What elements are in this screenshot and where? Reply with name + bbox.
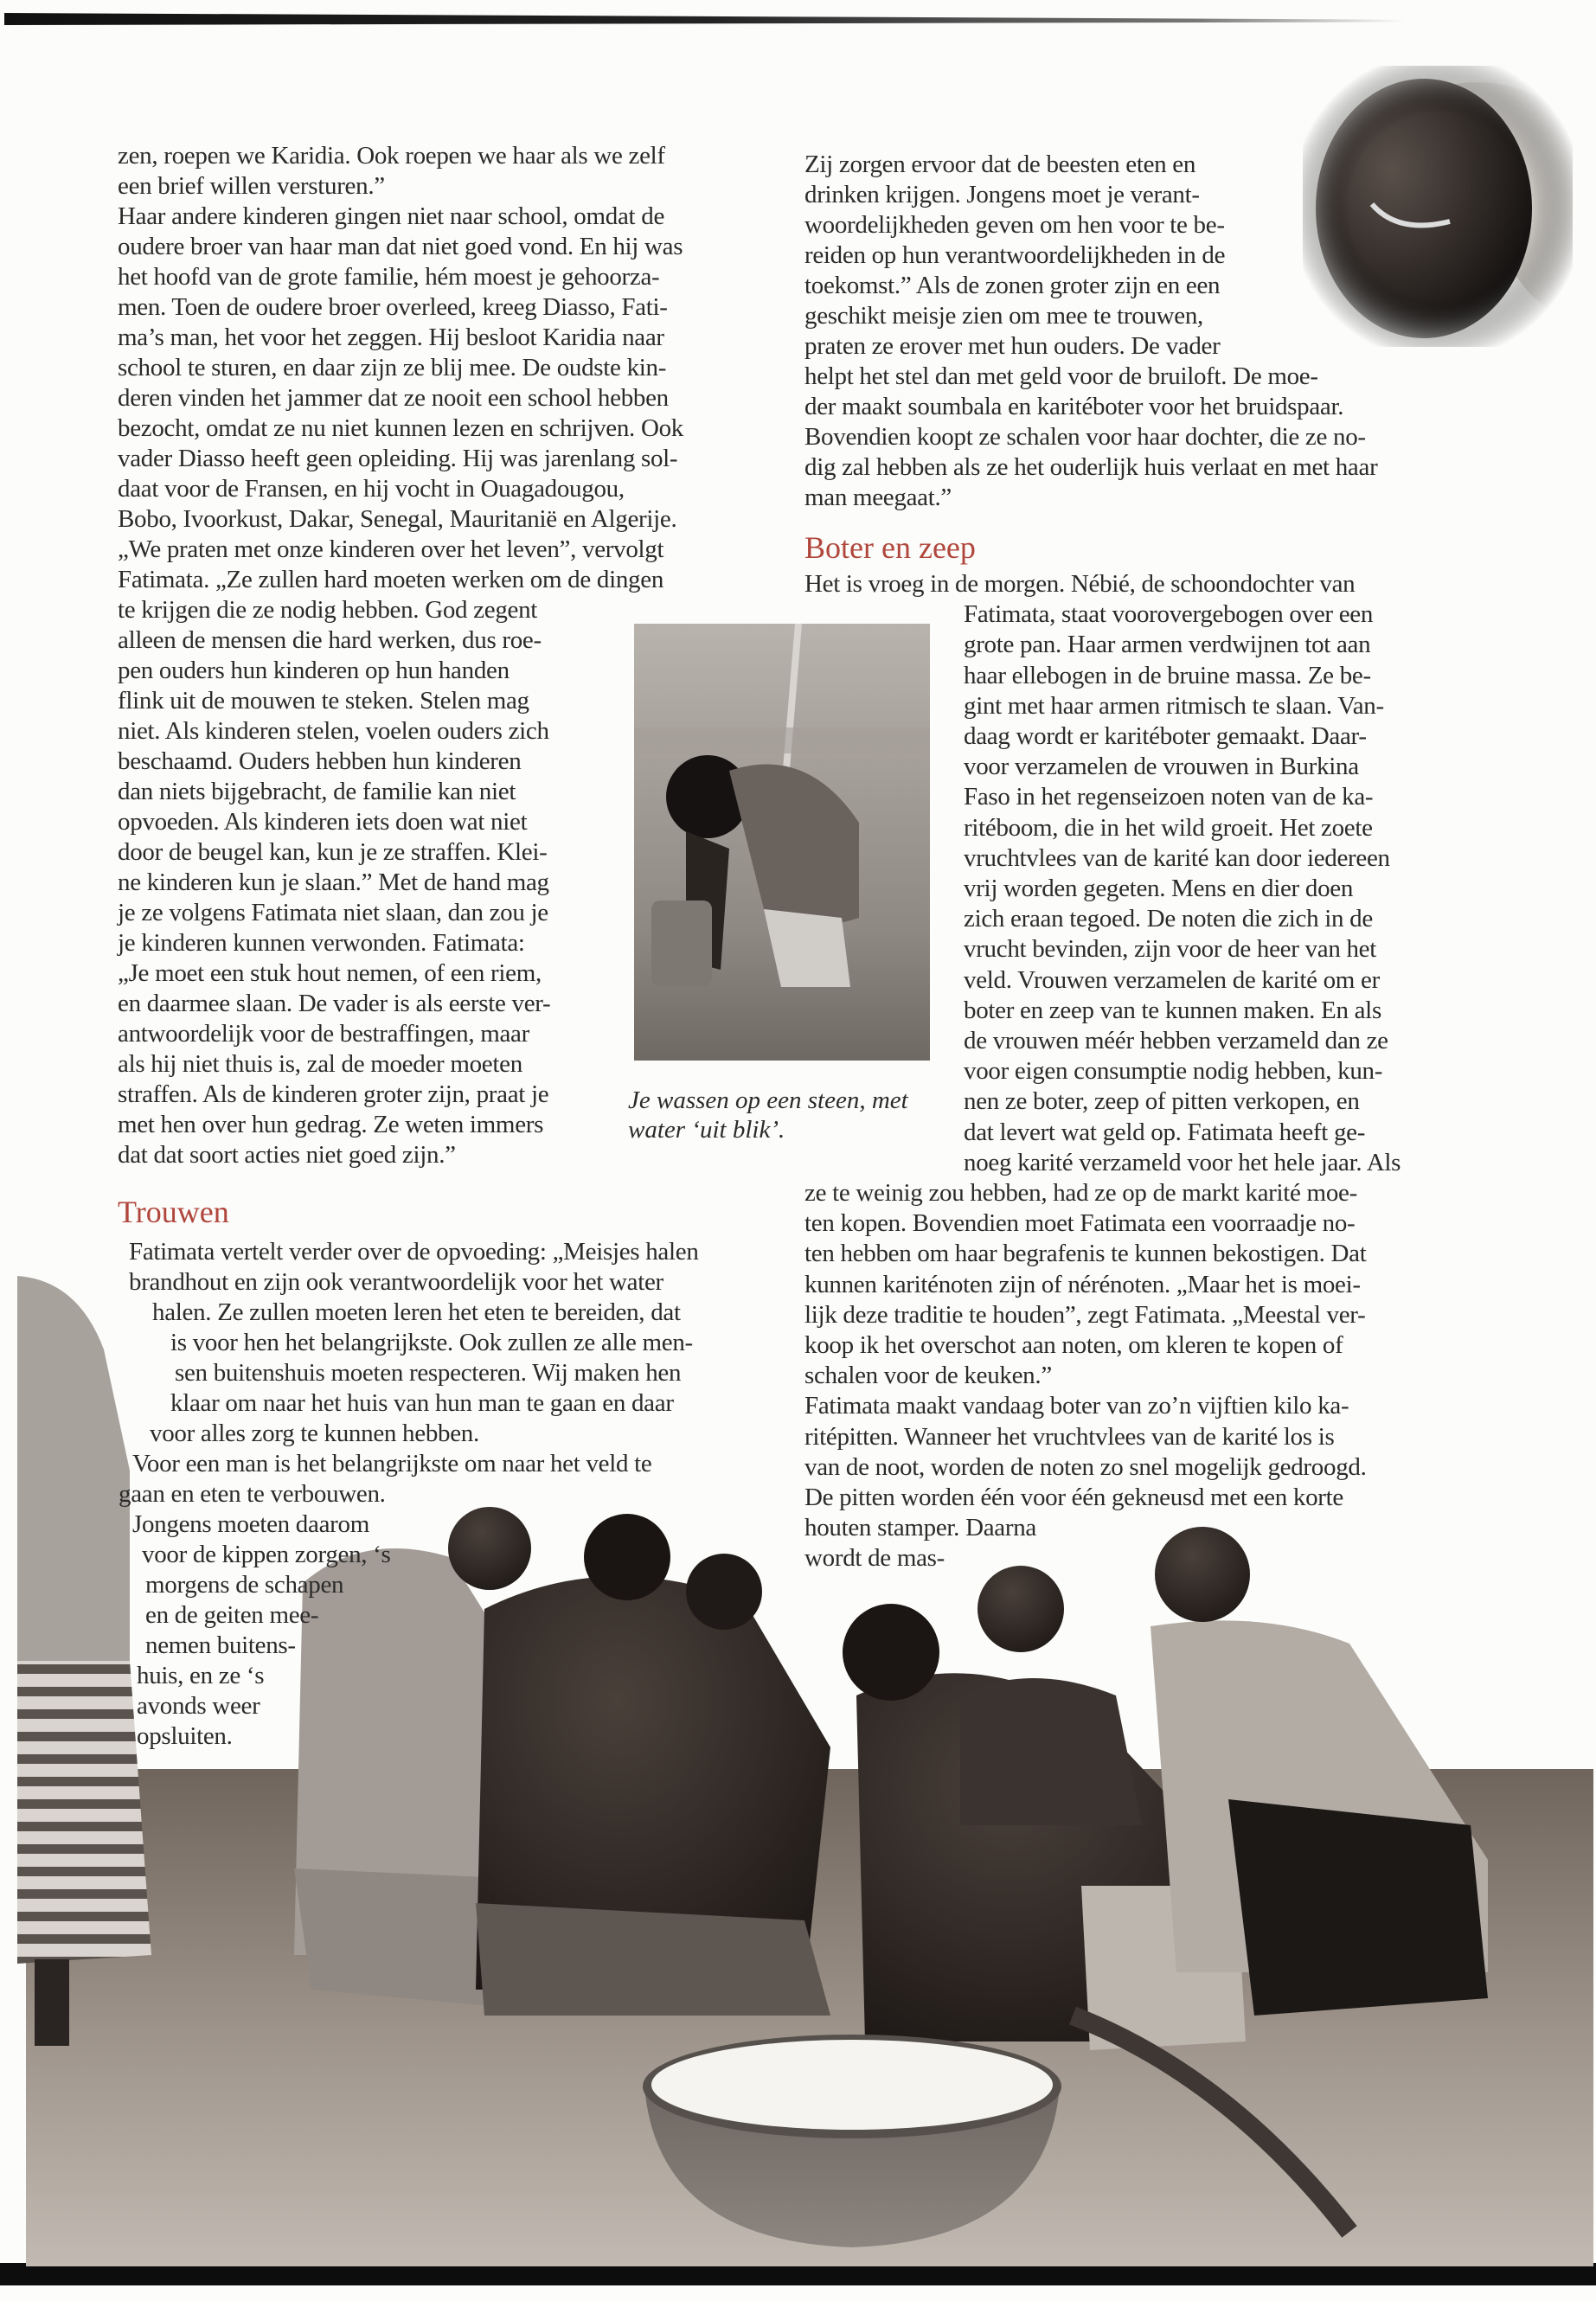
- body-text-line: alleen de mensen die hard werken, dus roe-: [118, 626, 542, 654]
- body-text-line: vrucht bevinden, zijn voor de heer van het: [964, 935, 1377, 963]
- body-text-line: Fatimata, staat voorovergebogen over een: [964, 600, 1374, 628]
- body-text-line: dan niets bijgebracht, de familie kan niet: [118, 778, 516, 805]
- body-text-line: dig zal hebben als ze het ouderlijk huis verlaat en met haar: [804, 453, 1378, 481]
- body-text-line: door de beugel kan, kun je ze straffen. Klei-: [118, 838, 548, 866]
- man-smiling: [960, 1566, 1142, 1825]
- body-text-line: schalen voor de keuken.”: [804, 1362, 1052, 1389]
- body-text-line: wordt de mas-: [804, 1544, 945, 1572]
- body-text-line: houten stamper. Daarna: [804, 1514, 1036, 1541]
- body-text-line: ze te weinig zou hebben, had ze op de markt karité moe-: [804, 1179, 1357, 1207]
- body-text-line: Voor een man is het belangrijkste om naar het veld te: [132, 1450, 652, 1477]
- body-text-line: dat levert wat geld op. Fatimata heeft ge-: [964, 1118, 1366, 1146]
- body-text-line: klaar om naar het huis van hun man te gaan en daar: [170, 1389, 674, 1417]
- body-text-line: opvoeden. Als kinderen iets doen wat niet: [118, 808, 528, 836]
- body-text-line: niet. Als kinderen stelen, voelen ouders zich: [118, 717, 549, 745]
- body-text-line: Zij zorgen ervoor dat de beesten eten en: [804, 151, 1196, 178]
- heading-boter-en-zeep: Boter en zeep: [804, 530, 976, 565]
- body-text-line: gint met haar armen ritmisch te slaan. Van-: [964, 692, 1384, 720]
- body-text-line: ritéboom, die in het wild groeit. Het zoete: [964, 814, 1373, 842]
- body-text-line: De pitten worden één voor één gekneusd met een korte: [804, 1484, 1343, 1511]
- body-text-line: voor verzamelen de vrouwen in Burkina: [964, 753, 1359, 780]
- body-text-line: de vrouwen méér hebben verzameld dan ze: [964, 1027, 1388, 1054]
- body-text-line: ma’s man, het voor het zeggen. Hij besloot Karidia naar: [118, 324, 664, 351]
- body-text-line: vrij worden gegeten. Mens en dier doen: [964, 875, 1354, 902]
- body-text-line: te krijgen die ze nodig hebben. God zegent: [118, 596, 538, 624]
- body-text-line: zen, roepen we Karidia. Ook roepen we haar als we zelf: [118, 142, 665, 170]
- body-text-line: haar ellebogen in de bruine massa. Ze be-: [964, 662, 1371, 689]
- body-text-line: flink uit de mouwen te steken. Stelen mag: [118, 687, 529, 715]
- body-text-line: „We praten met onze kinderen over het leven”, vervolgt: [118, 535, 664, 563]
- body-text-line: pen ouders hun kinderen op hun handen: [118, 657, 510, 684]
- body-text-line: voor eigen consumptie nodig hebben, kun-: [964, 1057, 1383, 1085]
- body-text-line: Fatimata maakt vandaag boter van zo’n vijftien kilo ka-: [804, 1392, 1349, 1420]
- body-text-line: voor alles zorg te kunnen hebben.: [150, 1420, 479, 1447]
- body-text-line: Fatimata vertelt verder over de opvoeding: „Meisjes halen: [129, 1238, 699, 1266]
- body-text-line: Bobo, Ivoorkust, Dakar, Senegal, Mauritanië en Algerije.: [118, 505, 677, 533]
- body-text-line: toekomst.” Als de zonen groter zijn en een: [804, 272, 1221, 299]
- body-text-line: en de geiten mee-: [145, 1601, 319, 1629]
- body-text-line: oudere broer van haar man dat niet goed vond. En hij was: [118, 233, 683, 260]
- body-text-line: opsluiten.: [137, 1722, 233, 1750]
- body-text-line: avonds weer: [137, 1692, 260, 1720]
- body-text-line: noeg karité verzameld voor het hele jaar. Als: [964, 1149, 1401, 1176]
- body-text-line: van de noot, worden de noten zo snel mogelijk gedroogd.: [804, 1453, 1367, 1481]
- body-text-line: voor de kippen zorgen, ‘s: [142, 1541, 391, 1568]
- body-text-line: veld. Vrouwen verzamelen de karité om er: [964, 966, 1380, 994]
- body-text-line: Jongens moeten daarom: [132, 1510, 369, 1538]
- body-text-line: men. Toen de oudere broer overleed, kreeg Diasso, Fati-: [118, 293, 668, 321]
- body-text-line: Fatimata. „Ze zullen hard moeten werken om de dingen: [118, 566, 664, 593]
- body-text-line: vruchtvlees van de karité kan door iedereen: [964, 844, 1390, 872]
- body-text-line: „Je moet een stuk hout nemen, of een riem,: [118, 959, 542, 987]
- body-text-line: Bovendien koopt ze schalen voor haar dochter, die ze no-: [804, 423, 1366, 451]
- body-text-line: boter en zeep van te kunnen maken. En als: [964, 997, 1381, 1024]
- body-text-line: beschaamd. Ouders hebben hun kinderen: [118, 747, 522, 775]
- body-text-line: daag wordt er karitéboter gemaakt. Daar-: [964, 722, 1367, 750]
- body-text-line: je ze volgens Fatimata niet slaan, dan zou je: [118, 899, 548, 926]
- body-text-line: reiden op hun verantwoordelijkheden in de: [804, 241, 1226, 269]
- body-text-line: deren vinden het jammer dat ze nooit een school hebben: [118, 384, 669, 412]
- body-text-line: der maakt soumbala en karitéboter voor het bruidspaar.: [804, 393, 1344, 420]
- body-text-line: dat dat soort acties niet goed zijn.”: [118, 1141, 456, 1169]
- body-text-line: ritépitten. Wanneer het vruchtvlees van de karité los is: [804, 1423, 1335, 1451]
- body-text-line: koop ik het overschot aan noten, om kleren te kopen of: [804, 1331, 1343, 1359]
- body-text-line: huis, en ze ‘s: [137, 1662, 265, 1689]
- man-shirtless: [476, 1514, 830, 2016]
- body-text-line: ne kinderen kun je slaan.” Met de hand mag: [118, 868, 549, 896]
- caption-line: Je wassen op een steen, met: [628, 1086, 908, 1114]
- body-text-line: straffen. Als de kinderen groter zijn, praat je: [118, 1080, 549, 1108]
- body-text-line: ten hebben om haar begrafenis te kunnen bekostigen. Dat: [804, 1240, 1367, 1267]
- body-text-line: Het is vroeg in de morgen. Nébié, de schoondochter van: [804, 570, 1356, 598]
- body-text-line: je kinderen kunnen verwonden. Fatimata:: [118, 929, 525, 957]
- body-text-line: vader Diasso heeft geen opleiding. Hij was jarenlang sol-: [118, 445, 678, 472]
- body-text-line: praten ze erover met hun ouders. De vader: [804, 332, 1221, 360]
- caption-line: water ‘uit blik’.: [628, 1116, 785, 1144]
- body-text-line: kunnen kariténoten zijn of nérénoten. „Maar het is moei-: [804, 1271, 1361, 1298]
- body-text-line: grote pan. Haar armen verdwijnen tot aan: [964, 631, 1371, 658]
- body-text-line: drinken krijgen. Jongens moet je verant-: [804, 181, 1200, 208]
- body-text-line: nen ze boter, zeep of pitten verkopen, en: [964, 1087, 1360, 1115]
- body-text-line: antwoordelijk voor de bestraffingen, maar: [118, 1020, 529, 1048]
- body-text-line: halen. Ze zullen moeten leren het eten te bereiden, dat: [152, 1298, 681, 1326]
- body-text-line: ten kopen. Bovendien moet Fatimata een voorraadje no-: [804, 1209, 1356, 1237]
- body-text-line: Haar andere kinderen gingen niet naar school, omdat de: [118, 202, 665, 230]
- body-text-line: morgens de schapen: [145, 1571, 344, 1599]
- body-text-line: Faso in het regenseizoen noten van de ka-: [964, 783, 1374, 811]
- body-text-line: daat voor de Fransen, en hij vocht in Ouagadougou,: [118, 475, 625, 503]
- body-text-line: en daarmee slaan. De vader is als eerste ver-: [118, 990, 551, 1017]
- body-text-line: het hoofd van de grote familie, hém moest je gehoorza-: [118, 263, 660, 291]
- body-text-line: met hen over hun gedrag. Ze weten immers: [118, 1111, 544, 1138]
- body-text-line: een brief willen versturen.”: [118, 172, 385, 200]
- body-text-line: brandhout en zijn ook verantwoordelijk voor het water: [129, 1268, 663, 1296]
- body-text-line: geschikt meisje zien om mee te trouwen,: [804, 302, 1204, 330]
- body-text-line: sen buitenshuis moeten respecteren. Wij maken hen: [175, 1359, 682, 1387]
- body-text-line: zich eraan tegoed. De noten die zich in de: [964, 905, 1373, 933]
- body-text-line: gaan en eten te verbouwen.: [119, 1480, 386, 1508]
- body-text-line: is voor hen het belangrijkste. Ook zullen ze alle men-: [170, 1329, 693, 1356]
- body-text-line: man meegaat.”: [804, 484, 952, 511]
- body-text-line: woordelijkheden geven om hen voor te be-: [804, 211, 1225, 239]
- body-text-line: helpt het stel dan met geld voor de bruiloft. De moe-: [804, 362, 1318, 390]
- body-text-line: als hij niet thuis is, zal de moeder moeten: [118, 1050, 522, 1078]
- body-text-line: nemen buitens-: [145, 1631, 296, 1659]
- standing-figure: [17, 1276, 151, 2046]
- heading-trouwen: Trouwen: [118, 1195, 229, 1229]
- body-text-line: bezocht, omdat ze nu niet kunnen lezen en schrijven. Ook: [118, 414, 683, 442]
- body-text-line: school te sturen, en daar zijn ze blij mee. De oudste kin-: [118, 354, 667, 381]
- body-text-line: lijk deze traditie te houden”, zegt Fatimata. „Meestal ver-: [804, 1301, 1366, 1329]
